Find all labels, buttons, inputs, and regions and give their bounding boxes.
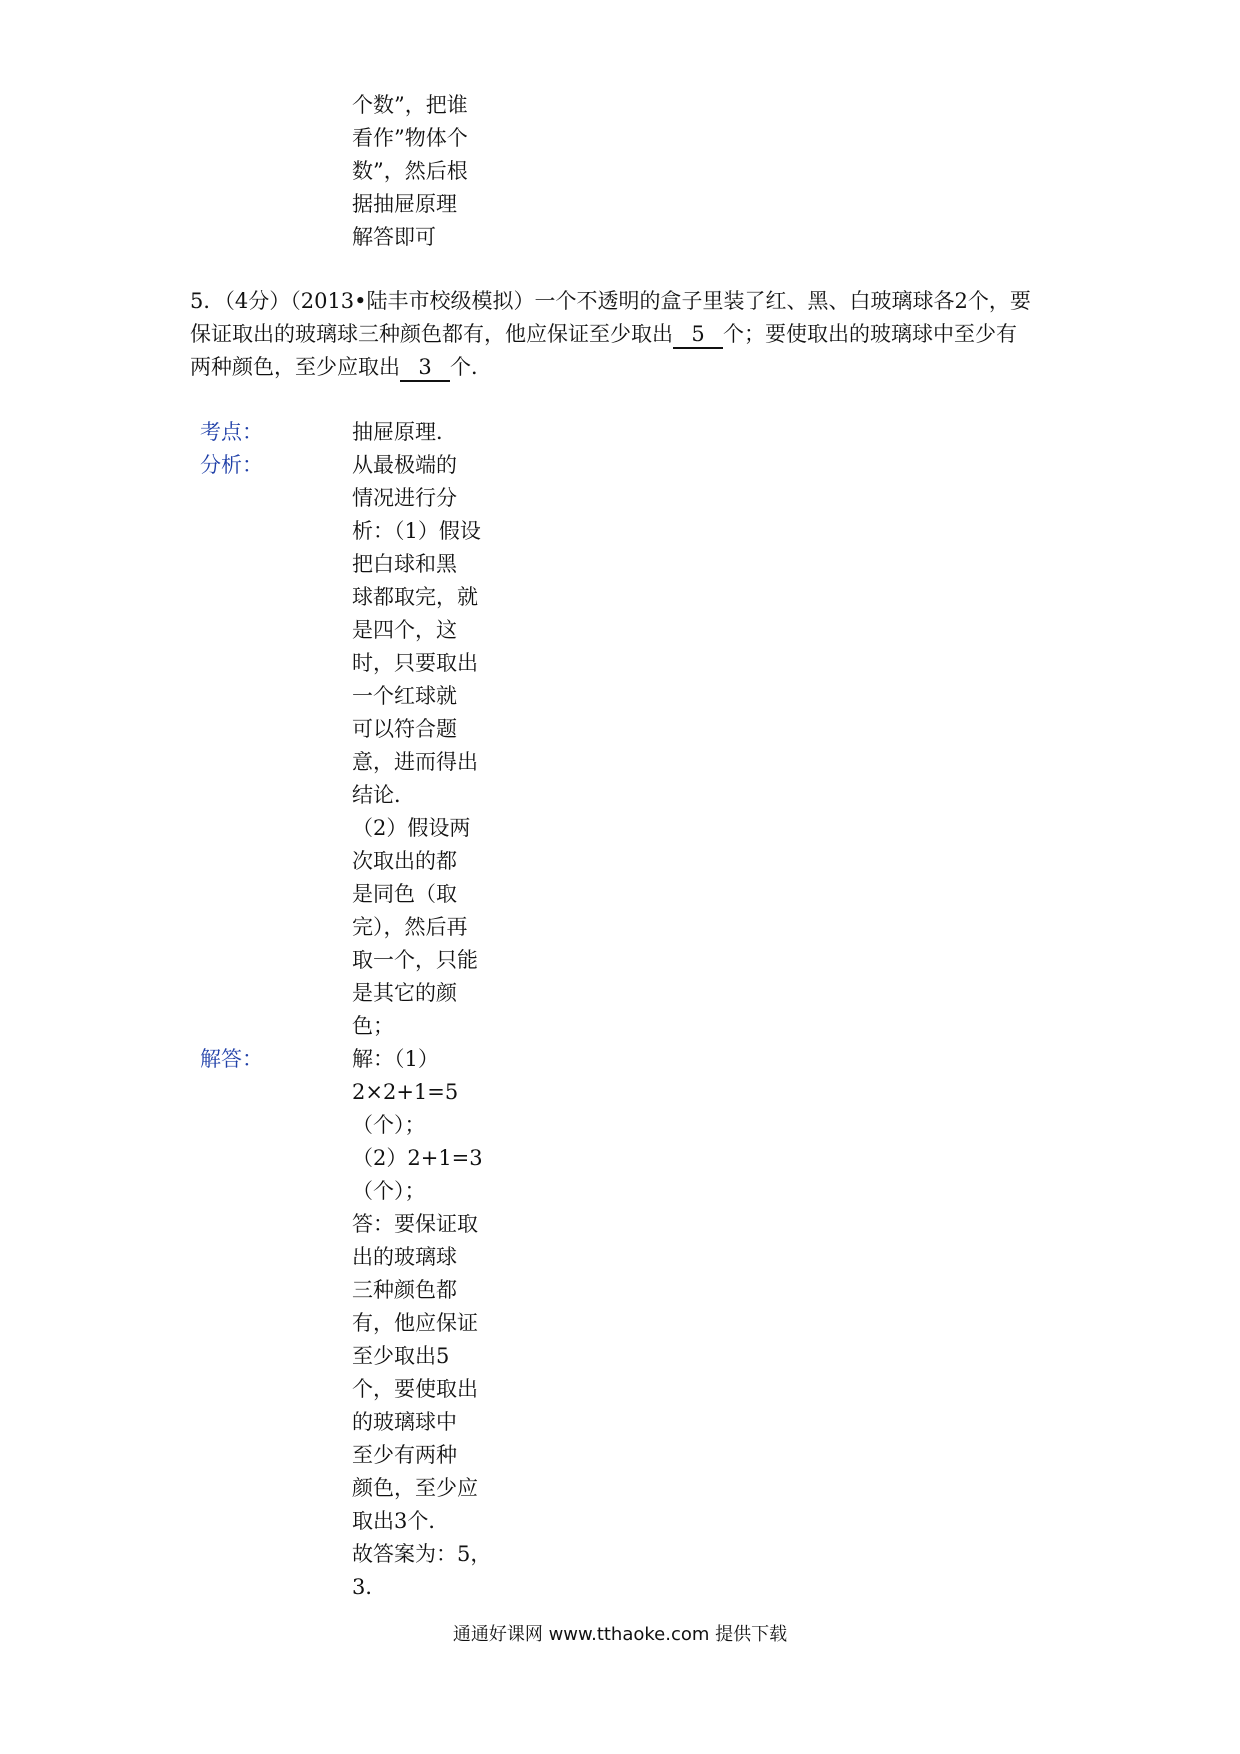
jieda-content — [352, 1043, 492, 1604]
text-line: 至少取出5 — [352, 1344, 450, 1368]
text-line: 据抽屉原理 — [352, 192, 457, 216]
text-line: （2）2+1=3 — [352, 1146, 483, 1170]
text-line: 是同色（取 — [352, 882, 457, 906]
text-line: 至少有两种 — [352, 1443, 457, 1467]
text-line: 次取出的都 — [352, 849, 457, 873]
text-line: 是其它的颜 — [352, 981, 457, 1005]
text-line: 2×2+1=5 — [352, 1080, 459, 1104]
text-line: 色； — [352, 1014, 394, 1038]
text-line: 一个红球就 — [352, 684, 457, 708]
kaodian-content — [352, 416, 492, 449]
text-line: 取出3个． — [352, 1509, 450, 1533]
answer-blank: 3 — [400, 354, 450, 382]
text-line: 意，进而得出 — [352, 750, 478, 774]
page-footer: 通通好课网 www.tthaoke.com 提供下载 — [452, 1624, 788, 1645]
question-text: 个． — [450, 355, 492, 379]
answer-blank: 5 — [673, 321, 723, 349]
text-line: 完），然后再 — [352, 915, 468, 939]
text-line: （个）； — [352, 1179, 426, 1203]
text-line: 个数”，把谁 — [352, 93, 468, 117]
label-kaodian: 考点： — [200, 420, 263, 444]
label-jieda: 解答： — [200, 1047, 263, 1071]
text-line: 3． — [352, 1575, 387, 1599]
text-line: 看作”物体个 — [352, 126, 468, 150]
text-line: 出的玻璃球 — [352, 1245, 457, 1269]
text-line: 的玻璃球中 — [352, 1410, 457, 1434]
text-line: 球都取完，就 — [352, 585, 478, 609]
text-line: 个，要使取出 — [352, 1377, 478, 1401]
question-5 — [190, 285, 1070, 384]
text-line: 三种颜色都 — [352, 1278, 457, 1302]
question-line-1: 5．（4分）（2013•陆丰市校级模拟）一个不透明的盒子里装了红、黑、白玻璃球各2个，要 — [190, 289, 1031, 313]
question-text: 个；要使取出的玻璃球中至少有 — [723, 322, 1017, 346]
question-line-2 — [190, 318, 1070, 351]
text-line: 析：（1）假设 — [352, 519, 481, 543]
question-text: 保证取出的玻璃球三种颜色都有，他应保证至少取出 — [190, 322, 673, 346]
text-line: 颜色，至少应 — [352, 1476, 478, 1500]
question-line-3 — [190, 351, 1070, 384]
text-line: 结论． — [352, 783, 415, 807]
text-line: 取一个，只能 — [352, 948, 478, 972]
text-line: 故答案为：5， — [352, 1542, 492, 1566]
text-line: （2）假设两 — [352, 816, 471, 840]
label-fenxi: 分析： — [200, 453, 263, 477]
previous-solution-tail — [352, 89, 492, 254]
text-line: （个）； — [352, 1113, 426, 1137]
text-line: 解：（1） — [352, 1047, 439, 1071]
text-line: 答：要保证取 — [352, 1212, 478, 1236]
text-line: 把白球和黑 — [352, 552, 457, 576]
text-line: 情况进行分 — [352, 486, 457, 510]
text-line: 数”，然后根 — [352, 159, 468, 183]
fenxi-content — [352, 449, 492, 1043]
text-line: 有，他应保证 — [352, 1311, 478, 1335]
text-line: 是四个，这 — [352, 618, 457, 642]
text-line: 可以符合题 — [352, 717, 457, 741]
question-text: 两种颜色，至少应取出 — [190, 355, 400, 379]
text-line: 时，只要取出 — [352, 651, 478, 675]
text-line: 解答即可 — [352, 225, 436, 249]
text-line: 从最极端的 — [352, 453, 457, 477]
text-line: 抽屉原理． — [352, 420, 457, 444]
